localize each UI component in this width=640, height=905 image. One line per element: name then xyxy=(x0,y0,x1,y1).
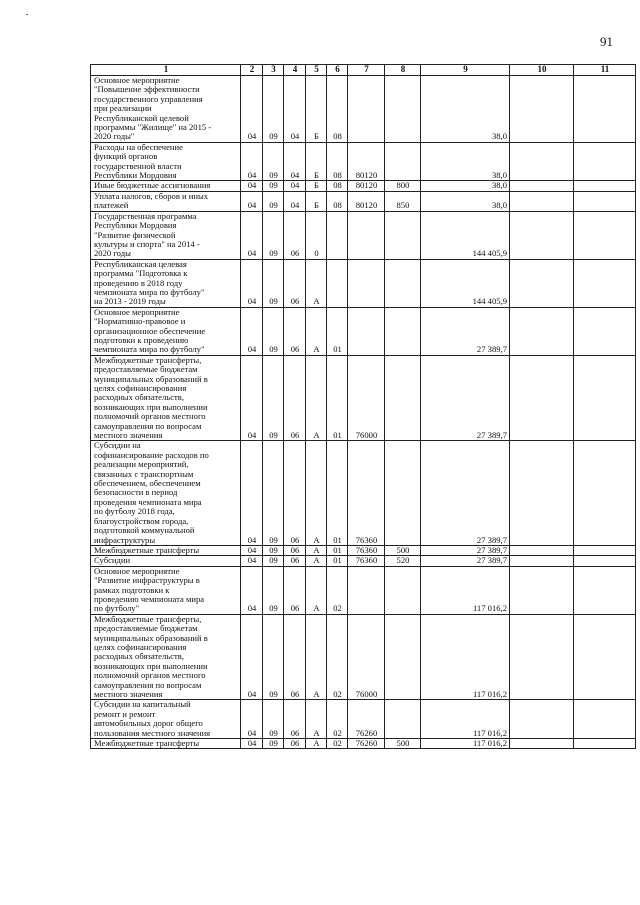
amount-cell: 27 389,7 xyxy=(421,556,510,566)
amount-cell: 117 016,2 xyxy=(421,614,510,700)
code-cell xyxy=(348,76,385,143)
amount-cell: 38,0 xyxy=(421,142,510,181)
code-cell: 09 xyxy=(263,191,284,211)
code-cell: 06 xyxy=(284,700,306,739)
row-name-cell: Межбюджетные трансферты xyxy=(91,545,241,555)
code-cell: 09 xyxy=(263,142,284,181)
amount-cell xyxy=(510,76,574,143)
amount-cell: 27 389,7 xyxy=(421,545,510,555)
table-row xyxy=(91,76,636,143)
code-cell: 02 xyxy=(327,566,348,614)
code-cell: 04 xyxy=(241,191,263,211)
row-name-cell: Межбюджетные трансферты, предоставляемые бюджетам муниципальных образований в целях софинансирования расходных обязательств, возникающих при выполнении полномочий органов местного самоуправления по вопросам местного значения xyxy=(91,614,241,700)
column-header: 6 xyxy=(327,65,348,76)
amount-cell xyxy=(574,441,636,545)
code-cell: 06 xyxy=(284,545,306,555)
amount-cell xyxy=(510,259,574,307)
column-header: 8 xyxy=(385,65,421,76)
code-cell: 09 xyxy=(263,181,284,191)
code-cell xyxy=(327,211,348,259)
table-row xyxy=(91,142,636,181)
code-cell: 08 xyxy=(327,191,348,211)
code-cell xyxy=(385,700,421,739)
code-cell: Б xyxy=(306,142,327,181)
amount-cell xyxy=(574,700,636,739)
amount-cell xyxy=(510,545,574,555)
row-name-cell: Республиканская целевая программа "Подготовка к проведению в 2018 году чемпионата мира по футболу" на 2013 - 2019 годы xyxy=(91,259,241,307)
table-row xyxy=(91,700,636,739)
code-cell: 04 xyxy=(284,191,306,211)
row-name-cell: Иные бюджетные ассигнования xyxy=(91,181,241,191)
code-cell: 08 xyxy=(327,142,348,181)
code-cell: 06 xyxy=(284,556,306,566)
amount-cell: 117 016,2 xyxy=(421,566,510,614)
table-row xyxy=(91,545,636,555)
amount-cell: 117 016,2 xyxy=(421,739,510,749)
code-cell: 01 xyxy=(327,545,348,555)
code-cell: 76260 xyxy=(348,700,385,739)
code-cell: 76360 xyxy=(348,545,385,555)
column-header: 1 xyxy=(91,65,241,76)
code-cell: 04 xyxy=(241,556,263,566)
table-row xyxy=(91,211,636,259)
table-row xyxy=(91,259,636,307)
amount-cell: 117 016,2 xyxy=(421,700,510,739)
header-row xyxy=(91,65,636,76)
code-cell: А xyxy=(306,441,327,545)
amount-cell xyxy=(574,259,636,307)
column-header: 5 xyxy=(306,65,327,76)
column-header: 7 xyxy=(348,65,385,76)
table-row xyxy=(91,614,636,700)
amount-cell xyxy=(574,181,636,191)
column-header: 3 xyxy=(263,65,284,76)
amount-cell: 38,0 xyxy=(421,76,510,143)
code-cell: 01 xyxy=(327,307,348,355)
code-cell: 04 xyxy=(241,700,263,739)
amount-cell xyxy=(510,355,574,441)
row-name-cell: Государственная программа Республики Мордовия "Развитие физической культуры и спорта" на 2014 - 2020 годы xyxy=(91,211,241,259)
row-name-cell: Субсидии на софинансирование расходов по реализации мероприятий, связанных с транспортным обеспечением, обеспечением безопасности в период проведения чемпионата мира по футболу 2018 года, благоустройством города, подготовкой коммунальной инфраструктуры xyxy=(91,441,241,545)
table-row xyxy=(91,441,636,545)
code-cell: А xyxy=(306,355,327,441)
column-header: 2 xyxy=(241,65,263,76)
code-cell xyxy=(385,259,421,307)
amount-cell: 144 405,9 xyxy=(421,211,510,259)
scan-speck xyxy=(26,14,28,15)
code-cell: 850 xyxy=(385,191,421,211)
code-cell: 76360 xyxy=(348,441,385,545)
code-cell: 04 xyxy=(241,441,263,545)
code-cell: 04 xyxy=(241,76,263,143)
code-cell: 04 xyxy=(241,307,263,355)
code-cell xyxy=(385,566,421,614)
amount-cell xyxy=(510,566,574,614)
code-cell xyxy=(385,142,421,181)
code-cell: А xyxy=(306,739,327,749)
code-cell: А xyxy=(306,700,327,739)
table-row xyxy=(91,566,636,614)
amount-cell xyxy=(574,545,636,555)
amount-cell: 38,0 xyxy=(421,191,510,211)
code-cell: 09 xyxy=(263,614,284,700)
code-cell: 04 xyxy=(241,614,263,700)
amount-cell xyxy=(510,614,574,700)
code-cell xyxy=(348,259,385,307)
amount-cell xyxy=(510,307,574,355)
amount-cell xyxy=(574,142,636,181)
code-cell: Б xyxy=(306,181,327,191)
amount-cell xyxy=(574,191,636,211)
code-cell xyxy=(348,566,385,614)
code-cell: 76260 xyxy=(348,739,385,749)
code-cell: Б xyxy=(306,191,327,211)
code-cell: 09 xyxy=(263,556,284,566)
code-cell xyxy=(385,76,421,143)
code-cell: 08 xyxy=(327,181,348,191)
amount-cell: 38,0 xyxy=(421,181,510,191)
code-cell: 76000 xyxy=(348,355,385,441)
row-name-cell: Основное мероприятие "Развитие инфраструктуры в рамках подготовки к проведению чемпионата мира по футболу" xyxy=(91,566,241,614)
code-cell: 04 xyxy=(241,181,263,191)
code-cell: А xyxy=(306,556,327,566)
column-header: 11 xyxy=(574,65,636,76)
code-cell: 80120 xyxy=(348,191,385,211)
row-name-cell: Уплата налогов, сборов и иных платежей xyxy=(91,191,241,211)
column-header: 4 xyxy=(284,65,306,76)
amount-cell: 27 389,7 xyxy=(421,307,510,355)
row-name-cell: Основное мероприятие "Повышение эффективности государственного управления при реализации Республиканской целевой программы "Жилище" на 2015 - 2020 годы" xyxy=(91,76,241,143)
amount-cell xyxy=(510,441,574,545)
code-cell: 500 xyxy=(385,739,421,749)
code-cell: 09 xyxy=(263,76,284,143)
code-cell: 04 xyxy=(241,142,263,181)
code-cell: 02 xyxy=(327,739,348,749)
code-cell: А xyxy=(306,566,327,614)
amount-cell xyxy=(574,556,636,566)
code-cell: 06 xyxy=(284,566,306,614)
code-cell: А xyxy=(306,614,327,700)
page-number: 91 xyxy=(600,34,613,49)
code-cell xyxy=(385,441,421,545)
code-cell: Б xyxy=(306,76,327,143)
code-cell: 04 xyxy=(241,211,263,259)
code-cell xyxy=(385,355,421,441)
code-cell: 04 xyxy=(284,76,306,143)
row-name-cell: Субсидии xyxy=(91,556,241,566)
code-cell: 06 xyxy=(284,307,306,355)
code-cell: 80120 xyxy=(348,181,385,191)
code-cell: А xyxy=(306,259,327,307)
code-cell xyxy=(348,211,385,259)
code-cell: 01 xyxy=(327,441,348,545)
code-cell: 09 xyxy=(263,739,284,749)
amount-cell xyxy=(510,191,574,211)
amount-cell xyxy=(574,211,636,259)
amount-cell: 27 389,7 xyxy=(421,441,510,545)
code-cell: 09 xyxy=(263,441,284,545)
amount-cell xyxy=(510,739,574,749)
code-cell: 09 xyxy=(263,307,284,355)
code-cell: А xyxy=(306,307,327,355)
amount-cell xyxy=(574,614,636,700)
row-name-cell: Субсидии на капитальный ремонт и ремонт автомобильных дорог общего пользования местного значения xyxy=(91,700,241,739)
row-name-cell: Межбюджетные трансферты xyxy=(91,739,241,749)
table-row xyxy=(91,181,636,191)
code-cell: 09 xyxy=(263,566,284,614)
code-cell: 04 xyxy=(241,355,263,441)
code-cell: 76360 xyxy=(348,556,385,566)
code-cell: 500 xyxy=(385,545,421,555)
code-cell: 02 xyxy=(327,614,348,700)
table-body xyxy=(91,76,636,749)
row-name-cell: Расходы на обеспечение функций органов государственной власти Республики Мордовия xyxy=(91,142,241,181)
code-cell: 04 xyxy=(241,739,263,749)
code-cell: 06 xyxy=(284,614,306,700)
code-cell xyxy=(348,307,385,355)
code-cell xyxy=(327,259,348,307)
amount-cell: 144 405,9 xyxy=(421,259,510,307)
code-cell: 04 xyxy=(241,259,263,307)
code-cell: 06 xyxy=(284,355,306,441)
code-cell: 09 xyxy=(263,211,284,259)
code-cell: 06 xyxy=(284,259,306,307)
code-cell: 80120 xyxy=(348,142,385,181)
table-row xyxy=(91,739,636,749)
code-cell: 01 xyxy=(327,556,348,566)
amount-cell xyxy=(510,181,574,191)
code-cell: 800 xyxy=(385,181,421,191)
row-name-cell: Основное мероприятие "Нормативно-правовое и организационное обеспечение подготовки к проведению чемпионата мира по футболу" xyxy=(91,307,241,355)
amount-cell xyxy=(574,739,636,749)
code-cell: 520 xyxy=(385,556,421,566)
table-row xyxy=(91,191,636,211)
column-header: 9 xyxy=(421,65,510,76)
code-cell: 76000 xyxy=(348,614,385,700)
column-header: 10 xyxy=(510,65,574,76)
budget-table xyxy=(90,64,636,749)
amount-cell xyxy=(574,307,636,355)
amount-cell xyxy=(574,566,636,614)
code-cell: 01 xyxy=(327,355,348,441)
amount-cell xyxy=(510,211,574,259)
code-cell: 0 xyxy=(306,211,327,259)
table-row xyxy=(91,556,636,566)
amount-cell xyxy=(510,700,574,739)
code-cell xyxy=(385,307,421,355)
code-cell: 04 xyxy=(284,142,306,181)
code-cell: 08 xyxy=(327,76,348,143)
amount-cell xyxy=(510,556,574,566)
code-cell: 06 xyxy=(284,739,306,749)
code-cell: 09 xyxy=(263,545,284,555)
code-cell: 09 xyxy=(263,355,284,441)
table-row xyxy=(91,355,636,441)
amount-cell xyxy=(574,76,636,143)
code-cell: 04 xyxy=(284,181,306,191)
code-cell xyxy=(385,211,421,259)
amount-cell xyxy=(510,142,574,181)
code-cell: 04 xyxy=(241,566,263,614)
code-cell: 09 xyxy=(263,700,284,739)
code-cell xyxy=(385,614,421,700)
row-name-cell: Межбюджетные трансферты, предоставляемые бюджетам муниципальных образований в целях софинансирования расходных обязательств, возникающих при выполнении полномочий органов местного самоуправления по вопросам местного значения xyxy=(91,355,241,441)
amount-cell: 27 389,7 xyxy=(421,355,510,441)
code-cell: А xyxy=(306,545,327,555)
code-cell: 06 xyxy=(284,441,306,545)
code-cell: 09 xyxy=(263,259,284,307)
code-cell: 02 xyxy=(327,700,348,739)
code-cell: 06 xyxy=(284,211,306,259)
amount-cell xyxy=(574,355,636,441)
table-row xyxy=(91,307,636,355)
code-cell: 04 xyxy=(241,545,263,555)
